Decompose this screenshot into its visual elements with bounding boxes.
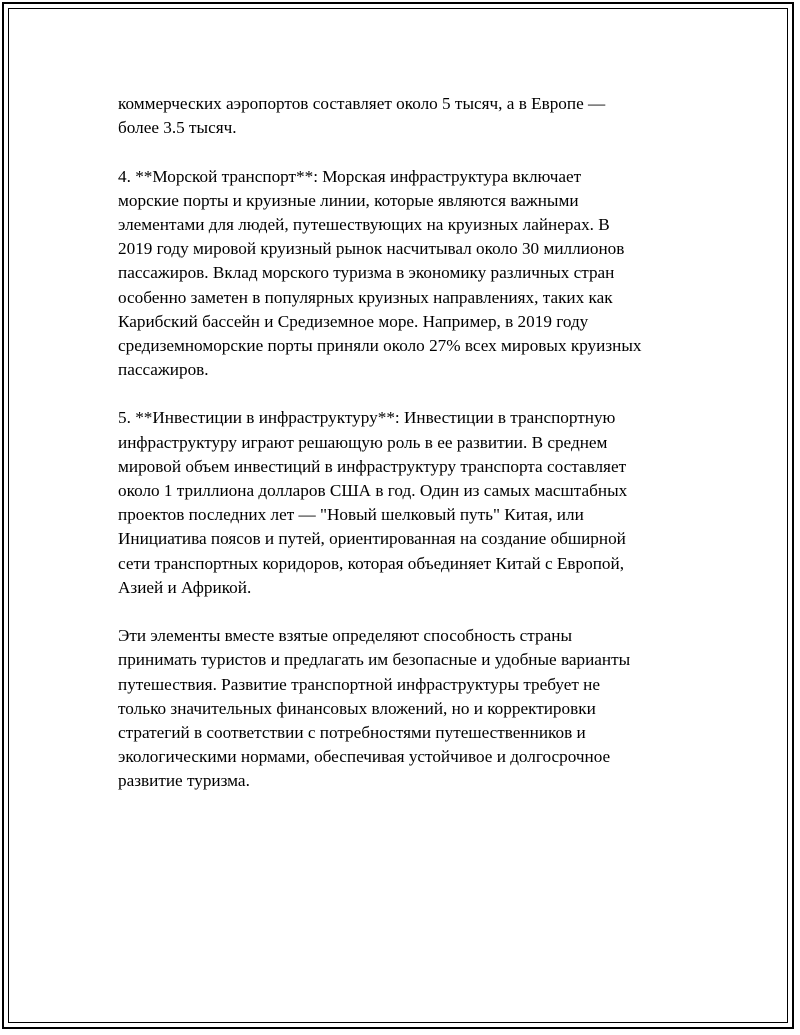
text-line: более 3.5 тысяч. [118,118,237,138]
text-line: пассажиров. [118,360,209,380]
text-line: принимать туристов и предлагать им безопасные и удобные варианты [118,650,631,670]
text-line: Эти элементы вместе взятые определяют способность страны [118,626,572,646]
text-line: 5. **Инвестиции в инфраструктуру**: Инвестиции в транспортную [118,408,616,428]
paragraph-gap [118,382,693,406]
paragraph-gap [118,600,693,624]
text-line: только значительных финансовых вложений, но и корректировки [118,698,596,718]
text-line: инфраструктуру играют решающую роль в ее развитии. В среднем [118,432,608,452]
text-line: морские порты и круизные линии, которые являются важными [118,190,579,210]
paragraph-gap [118,140,693,164]
text-line: 4. **Морской транспорт**: Морская инфраструктура включает [118,166,582,186]
paragraph-sea-transport [118,165,693,383]
paragraph-infrastructure-investment [118,406,693,600]
text-line: проектов последних лет — "Новый шелковый путь" Китая, или [118,505,584,525]
text-line: особенно заметен в популярных круизных направлениях, таких как [118,287,613,307]
text-line: коммерческих аэропортов составляет около 5 тысяч, а в Европе — [118,94,606,113]
text-line: элементами для людей, путешествующих на круизных лайнерах. В [118,214,610,234]
text-line: мировой объем инвестиций в инфраструктуру транспорта составляет [118,456,627,476]
text-line: развитие туризма. [118,771,250,791]
paragraph-conclusion [118,624,693,793]
text-line: Карибский бассейн и Средиземное море. Например, в 2019 году [118,311,589,331]
text-line: Азией и Африкой. [118,577,252,597]
paragraph-airports-continued [118,92,693,140]
text-line: Инициатива поясов и путей, ориентированная на создание обширной [118,529,626,549]
text-line: стратегий в соответствии с потребностями путешественников и [118,722,586,742]
text-line: экологическими нормами, обеспечивая устойчивое и долгосрочное [118,747,611,767]
document-body [118,92,693,793]
text-line: сети транспортных коридоров, которая объединяет Китай с Европой, [118,553,624,573]
text-line: 2019 году мировой круизный рынок насчитывал около 30 миллионов [118,239,625,259]
text-line: пассажиров. Вклад морского туризма в экономику различных стран [118,263,615,283]
text-line: средиземноморские порты приняли около 27% всех мировых круизных [118,335,642,355]
text-line: около 1 триллиона долларов США в год. Один из самых масштабных [118,481,628,500]
text-line: путешествия. Развитие транспортной инфраструктуры требует не [118,674,600,694]
